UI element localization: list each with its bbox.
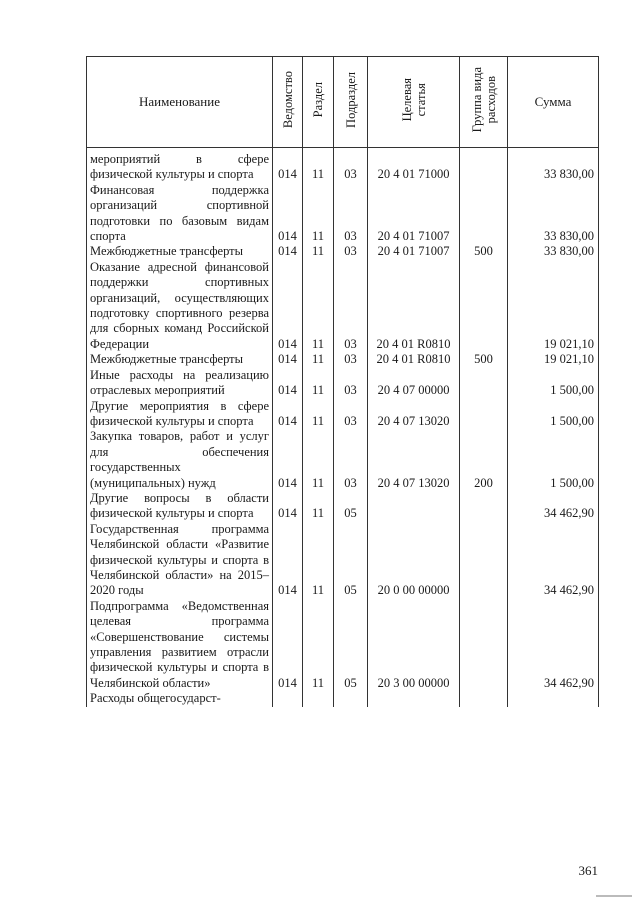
row-department: 014 — [273, 260, 303, 352]
row-name: Другие мероприятия в сфере физической культуры и спорта — [87, 399, 273, 430]
row-group — [460, 148, 508, 183]
row-group — [460, 183, 508, 245]
budget-table — [86, 56, 599, 707]
row-department: 014 — [273, 429, 303, 491]
row-target: 20 3 00 00000 — [368, 599, 460, 691]
row-section: 11 — [303, 244, 334, 259]
header-sum: Сумма — [508, 57, 599, 148]
row-subsection: 03 — [334, 399, 368, 430]
table-row — [87, 429, 599, 491]
row-subsection: 03 — [334, 429, 368, 491]
row-name: Государственная программа Челябинской области «Развитие физической культуры и спорта в Челябинской области» на 2015–2020 годы — [87, 522, 273, 599]
row-group: 500 — [460, 244, 508, 259]
header-department: Ведомство — [273, 57, 303, 148]
table-row — [87, 522, 599, 599]
row-department: 014 — [273, 491, 303, 522]
header-target-article: Целевая статья — [368, 57, 460, 148]
row-name: мероприятий в сфере физической культуры и спорта — [87, 148, 273, 183]
row-department: 014 — [273, 399, 303, 430]
row-name: Финансовая поддержка организаций спортивной подготовки по базовым видам спорта — [87, 183, 273, 245]
row-department: 014 — [273, 352, 303, 367]
row-sum: 34 462,90 — [508, 599, 599, 691]
table-row — [87, 352, 599, 367]
row-section: 11 — [303, 260, 334, 352]
row-group — [460, 522, 508, 599]
row-department: 014 — [273, 244, 303, 259]
row-group — [460, 491, 508, 522]
table-row — [87, 691, 599, 706]
page-number: 361 — [578, 863, 598, 878]
row-name: Межбюджетные трансферты — [87, 352, 273, 367]
row-department: 014 — [273, 368, 303, 399]
row-department: 014 — [273, 599, 303, 691]
table-row — [87, 599, 599, 691]
row-section: 11 — [303, 491, 334, 522]
row-department — [273, 691, 303, 706]
row-target: 20 4 01 71007 — [368, 183, 460, 245]
table-row — [87, 368, 599, 399]
table-row — [87, 260, 599, 352]
row-section: 11 — [303, 599, 334, 691]
row-section: 11 — [303, 148, 334, 183]
row-subsection: 03 — [334, 148, 368, 183]
row-target: 20 4 01 71000 — [368, 148, 460, 183]
row-subsection: 03 — [334, 260, 368, 352]
row-target — [368, 491, 460, 522]
row-section: 11 — [303, 429, 334, 491]
row-sum: 19 021,10 — [508, 352, 599, 367]
row-department: 014 — [273, 148, 303, 183]
row-department: 014 — [273, 522, 303, 599]
row-name: Оказание адресной финансовой поддержки спортивных организаций, осуществляющих подготовку спортивного резерва для сборных команд Российской Федерации — [87, 260, 273, 352]
row-name: Другие вопросы в области физической культуры и спорта — [87, 491, 273, 522]
row-group: 500 — [460, 352, 508, 367]
row-group — [460, 599, 508, 691]
header-name: Наименование — [87, 57, 273, 148]
row-sum: 33 830,00 — [508, 183, 599, 245]
row-sum: 34 462,90 — [508, 491, 599, 522]
row-section: 11 — [303, 368, 334, 399]
row-name: Подпрограмма «Ведомственная целевая программа «Совершенствование системы управления развитием отрасли физической культуры и спорта в Челябинской области» — [87, 599, 273, 691]
row-target: 20 4 07 00000 — [368, 368, 460, 399]
row-sum — [508, 691, 599, 706]
row-name: Расходы общегосударст- — [87, 691, 273, 706]
row-group — [460, 399, 508, 430]
row-subsection: 05 — [334, 522, 368, 599]
table-row — [87, 399, 599, 430]
row-subsection: 05 — [334, 491, 368, 522]
row-name: Закупка товаров, работ и услуг для обеспечения государственных (муниципальных) нужд — [87, 429, 273, 491]
row-target: 20 4 01 R0810 — [368, 260, 460, 352]
row-group: 200 — [460, 429, 508, 491]
row-target: 20 4 07 13020 — [368, 429, 460, 491]
row-subsection — [334, 691, 368, 706]
row-sum: 1 500,00 — [508, 368, 599, 399]
scan-edge-mark — [596, 895, 632, 897]
row-subsection: 03 — [334, 183, 368, 245]
row-target: 20 4 07 13020 — [368, 399, 460, 430]
row-target: 20 0 00 00000 — [368, 522, 460, 599]
row-department: 014 — [273, 183, 303, 245]
row-target — [368, 691, 460, 706]
row-section: 11 — [303, 183, 334, 245]
row-sum: 33 830,00 — [508, 148, 599, 183]
row-section: 11 — [303, 399, 334, 430]
row-subsection: 03 — [334, 244, 368, 259]
row-group — [460, 691, 508, 706]
table-row — [87, 244, 599, 259]
table-row — [87, 183, 599, 245]
table-header-row — [87, 57, 599, 148]
row-subsection: 05 — [334, 599, 368, 691]
header-subsection: Подраздел — [334, 57, 368, 148]
row-subsection: 03 — [334, 352, 368, 367]
row-name: Иные расходы на реализацию отраслевых мероприятий — [87, 368, 273, 399]
row-sum: 19 021,10 — [508, 260, 599, 352]
row-group — [460, 260, 508, 352]
row-sum: 1 500,00 — [508, 399, 599, 430]
row-subsection: 03 — [334, 368, 368, 399]
row-name: Межбюджетные трансферты — [87, 244, 273, 259]
row-group — [460, 368, 508, 399]
row-sum: 1 500,00 — [508, 429, 599, 491]
table-row — [87, 491, 599, 522]
row-section — [303, 691, 334, 706]
table-row — [87, 148, 599, 183]
row-section: 11 — [303, 522, 334, 599]
row-sum: 33 830,00 — [508, 244, 599, 259]
header-expense-group: Группа вида расходов — [460, 57, 508, 148]
row-section: 11 — [303, 352, 334, 367]
row-target: 20 4 01 R0810 — [368, 352, 460, 367]
header-section: Раздел — [303, 57, 334, 148]
row-sum: 34 462,90 — [508, 522, 599, 599]
row-target: 20 4 01 71007 — [368, 244, 460, 259]
